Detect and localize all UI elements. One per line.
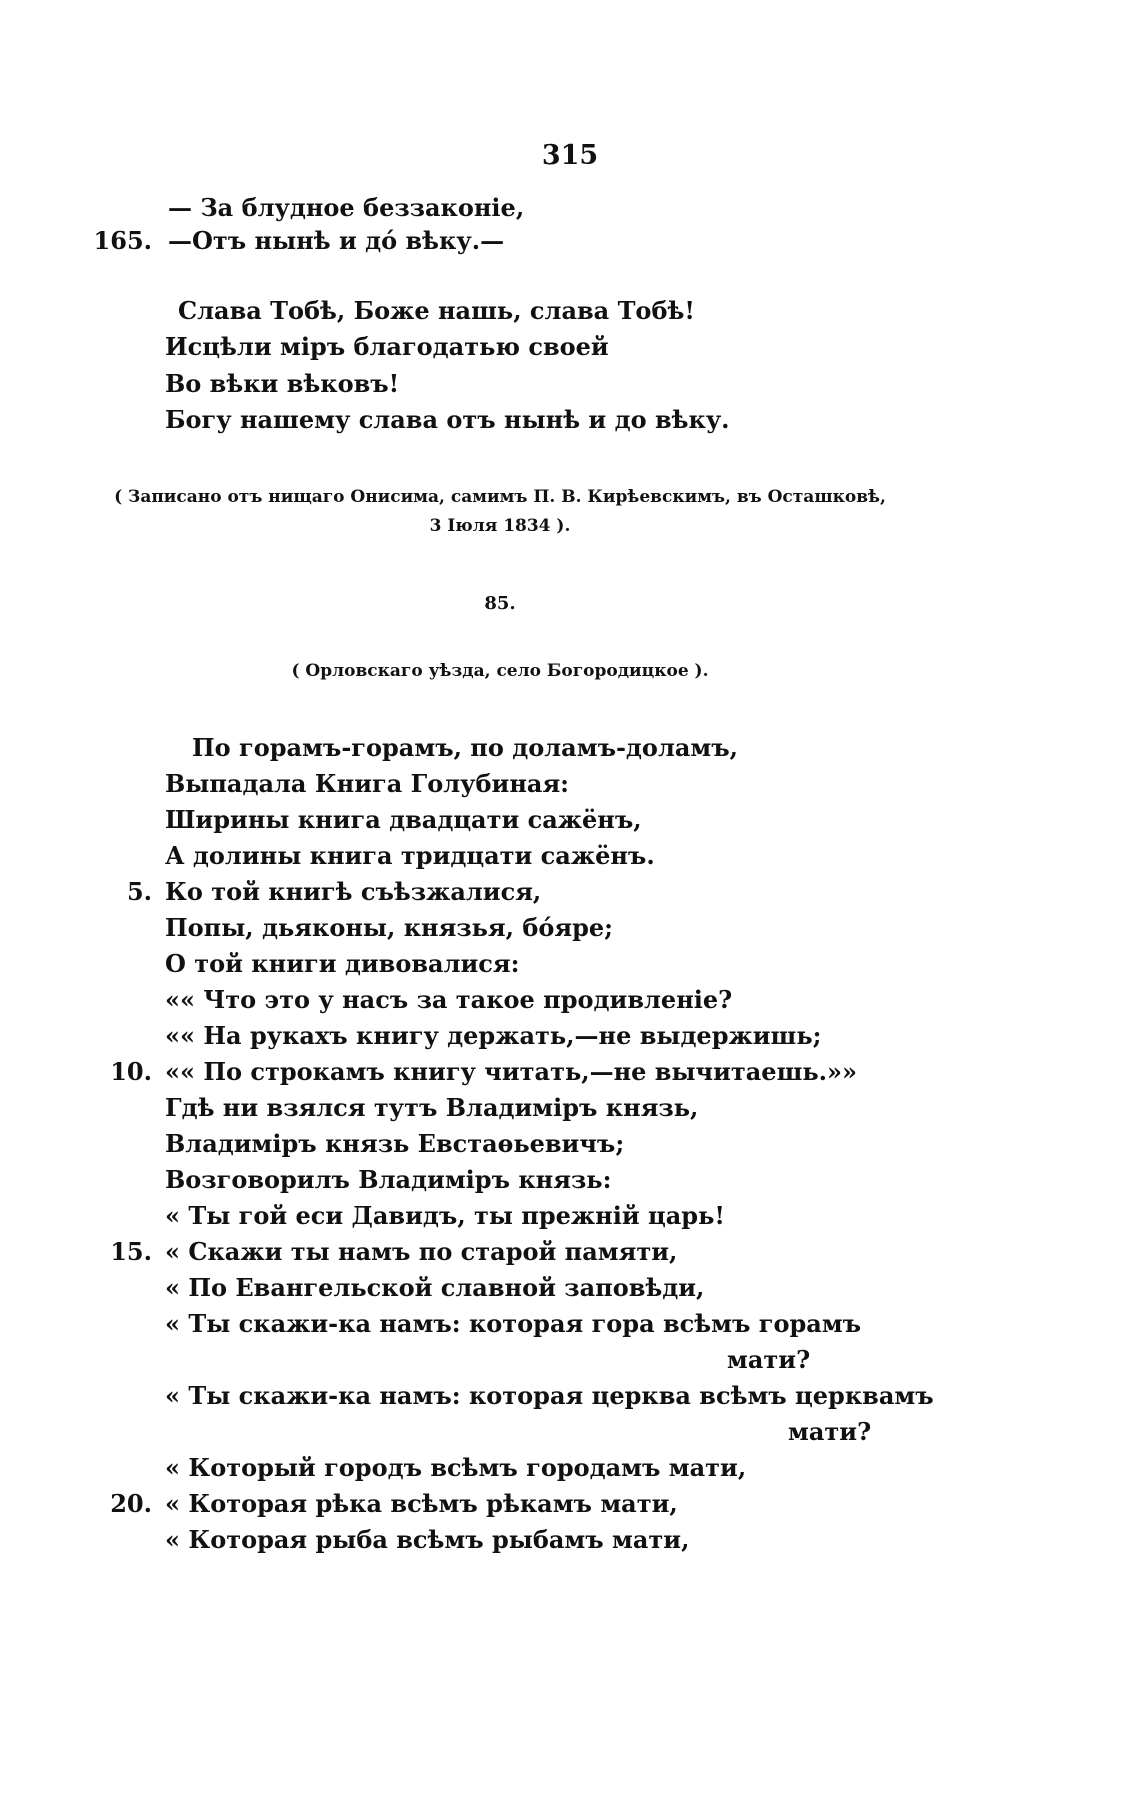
verse-line: «« По строкамъ книгу читать,—не вычитаешь.»» xyxy=(165,1057,858,1086)
verse-line: Попы, дьяконы, князья, бóяре; xyxy=(165,913,614,942)
line-number: 15. xyxy=(110,1237,152,1266)
verse-line: Возговорилъ Владиміръ князь: xyxy=(165,1165,612,1194)
verse-line-continuation: мати? xyxy=(727,1345,811,1374)
verse-line: «« Что это у насъ за такое продивленіе? xyxy=(165,985,733,1014)
song-number: 85. xyxy=(484,593,516,614)
verse-line: « Которая рѣка всѣмъ рѣкамъ мати, xyxy=(165,1489,678,1518)
verse-line: Во вѣки вѣковъ! xyxy=(165,369,400,398)
verse-line: —Отъ нынѣ и дó вѣку.— xyxy=(168,226,505,255)
verse-line: « Ты скажи-ка намъ: которая церква всѣмъ церквамъ xyxy=(165,1381,934,1410)
verse-line: « По Евангельской славной заповѣди, xyxy=(165,1273,705,1302)
verse-line: Владиміръ князь Евстаѳьевичъ; xyxy=(165,1129,625,1158)
verse-line: « Который городъ всѣмъ городамъ мати, xyxy=(165,1453,747,1482)
verse-line: « Ты гой еси Давидъ, ты прежній царь! xyxy=(165,1201,725,1230)
verse-line: Ко той книгѣ съѣзжалися, xyxy=(165,877,542,906)
verse-line: « Скажи ты намъ по старой памяти, xyxy=(165,1237,678,1266)
verse-line-continuation: мати? xyxy=(788,1417,872,1446)
verse-line: Ширины книга двадцати сажёнъ, xyxy=(165,805,642,834)
line-number: 5. xyxy=(126,877,152,906)
verse-line: По горамъ-горамъ, по доламъ-доламъ, xyxy=(192,733,739,762)
line-number: 10. xyxy=(110,1057,152,1086)
verse-line: Выпадала Книга Голубиная: xyxy=(165,769,570,798)
verse-line: Богу нашему слава отъ нынѣ и до вѣку. xyxy=(165,405,730,434)
verse-line: Слава Тобѣ, Боже нашь, слава Тобѣ! xyxy=(178,296,695,325)
verse-line: « Которая рыба всѣмъ рыбамъ мати, xyxy=(165,1525,690,1554)
verse-line: А долины книга тридцати сажёнъ. xyxy=(165,841,655,870)
verse-line: «« На рукахъ книгу держать,—не выдержишь; xyxy=(165,1021,822,1050)
verse-line: Гдѣ ни взялся тутъ Владиміръ князь, xyxy=(165,1093,699,1122)
verse-line: О той книги дивовалися: xyxy=(165,949,520,978)
line-number: 165. xyxy=(93,226,152,255)
verse-line: — За блудное беззаконіе, xyxy=(168,193,525,222)
line-number: 20. xyxy=(110,1489,152,1518)
verse-line: Исцѣли міръ благодатью своей xyxy=(165,332,609,361)
page-number: 315 xyxy=(541,140,599,171)
source-note-line2: 3 Іюля 1834 ). xyxy=(429,516,571,536)
source-note-line1: ( Записано отъ нищаго Онисима, самимъ П. В. Кирѣевскимъ, въ Осташковѣ, xyxy=(114,487,886,507)
song-place: ( Орловскаго уѣзда, село Богородицкое ). xyxy=(291,661,709,681)
verse-line: « Ты скажи-ка намъ: которая гора всѣмъ горамъ xyxy=(165,1309,862,1338)
